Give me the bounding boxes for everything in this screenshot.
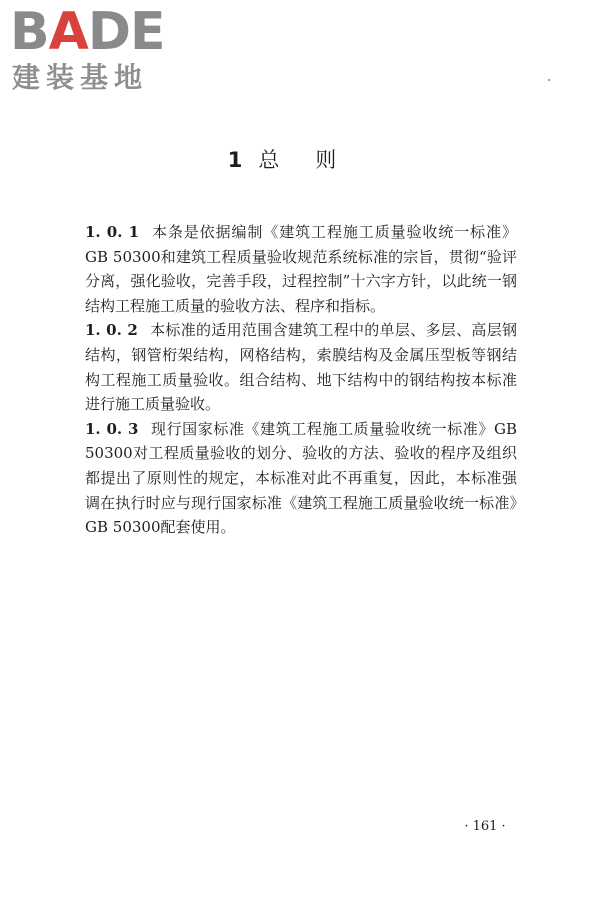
logo-letters-de: DE xyxy=(87,2,165,62)
chapter-heading xyxy=(0,146,600,174)
clause-text: 本标准的适用范围含建筑工程中的单层、多层、高层钢结构，钢管桁架结构，网格结构，索膜结构及金属压型板等钢结构工程施工质量验收。组合结构、地下结构中的钢结构按本标准进行施工质量验收。 xyxy=(85,321,517,414)
clause-text: 本条是依据编制《建筑工程施工质量验收统一标准》GB 50300和建筑工程质量验收规范系统标准的宗旨，贯彻“验评分离，强化验收，完善手段，过程控制”十六字方针，以此统一钢结构工程施工质量的验收方法、程序和指标。 xyxy=(85,223,517,315)
clause-paragraph xyxy=(85,220,517,318)
chapter-number: 1 xyxy=(227,148,243,172)
clause-text: 现行国家标准《建筑工程施工质量验收统一标准》GB 50300对工程质量验收的划分、验收的方法、验收的程序及组织都提出了原则性的规定，本标准对此不再重复，因此，本标准强调在执行时应与现行国家标准《建筑工程施工质量验收统一标准》GB 50300配套使用。 xyxy=(85,419,517,537)
chapter-title: 总则 xyxy=(258,148,373,172)
document-body xyxy=(85,220,517,540)
print-dot-mark xyxy=(548,79,550,81)
logo-subtitle: 建装基地 xyxy=(12,61,149,94)
clause-number: 1. 0. 1 xyxy=(85,223,140,241)
clause-number: 1. 0. 3 xyxy=(85,419,139,438)
clause-paragraph xyxy=(85,318,517,416)
brand-logo xyxy=(10,2,180,98)
logo-letter-b: B xyxy=(10,2,49,62)
clause-paragraph xyxy=(85,417,517,540)
logo-letter-a-accent: A xyxy=(48,2,88,62)
logo-wordmark xyxy=(10,2,165,62)
page-number: · 161 · xyxy=(464,819,506,834)
clause-number: 1. 0. 2 xyxy=(85,321,138,340)
